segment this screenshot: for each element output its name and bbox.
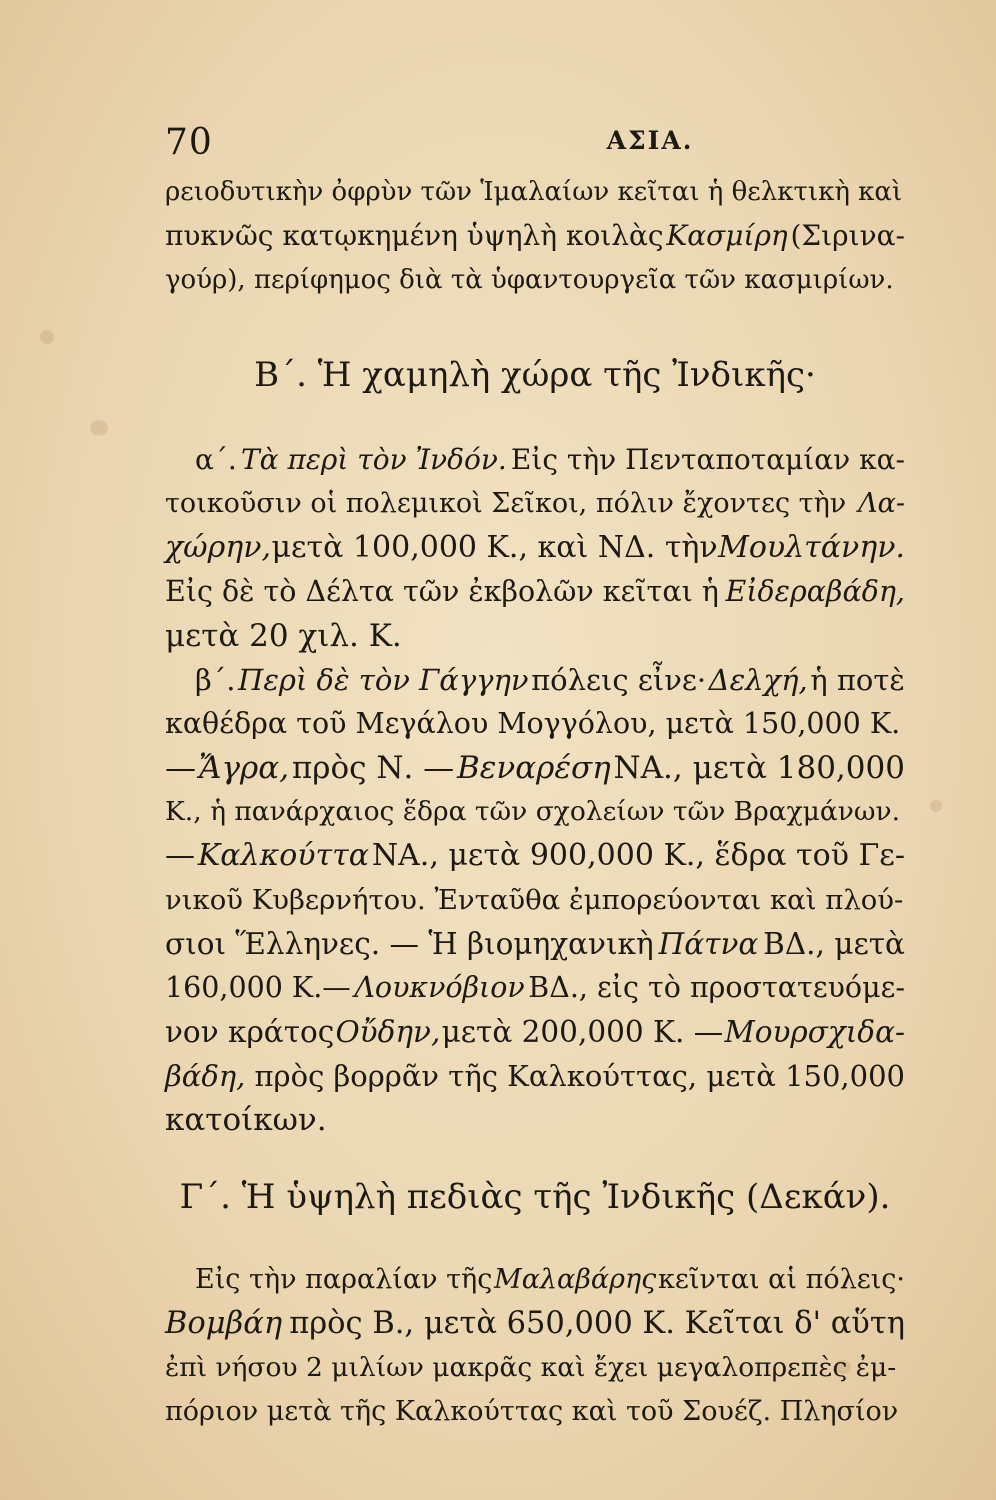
text-line: νον κράτος Οὔδην, μετὰ 200,000 Κ. — Μουρσχιδα- [165, 1015, 905, 1049]
text-line: πυκνῶς κατῳκημένη ὑψηλὴ κοιλὰς Κασμίρη (Σιρινα- [165, 219, 905, 252]
text-line: βάδη, πρὸς βορρᾶν τῆς Καλκούττας, μετὰ 150,000 [165, 1059, 905, 1093]
text-line: β΄. Περὶ δὲ τὸν Γάγγην πόλεις εἶνε· Δελχή, ἡ ποτὲ [195, 663, 905, 697]
page-number: 70 [165, 122, 213, 163]
text-line: Βομβάη πρὸς Β., μετὰ 650,000 Κ. Κεῖται δ' αὕτη [165, 1306, 905, 1341]
page-header [165, 122, 905, 172]
text-line: α΄. Τὰ περὶ τὸν Ἰνδόν. Εἰς τὴν Πενταποταμίαν κα- [195, 443, 905, 476]
text-line: καθέδρα τοῦ Μεγάλου Μογγόλου, μετὰ 150,000 Κ. [165, 707, 901, 740]
text-line: ρειοδυτικὴν ὀφρὺν τῶν Ἱμαλαίων κεῖται ἡ θελκτικὴ καὶ [165, 177, 903, 207]
section-heading: Β΄. Ἡ χαμηλὴ χώρα τῆς Ἰνδικῆς· [254, 355, 816, 395]
text-line: Εἰς δὲ τὸ Δέλτα τῶν ἐκβολῶν κεῖται ἡ Εἰδεραβάδη, [165, 575, 905, 608]
text-line: πόριον μετὰ τῆς Καλκούττας καὶ τοῦ Σουέζ. Πλησίον [165, 1396, 899, 1427]
foxing-spot [40, 330, 54, 344]
text-line: Εἰς τὴν παραλίαν τῆς Μαλαβάρης κεῖνται αἱ πόλεις· [195, 1264, 905, 1295]
text-line: — Καλκούττα ΝΑ., μετὰ 900,000 Κ., ἕδρα τοῦ Γε- [165, 838, 905, 873]
text-line: 160,000 Κ.— Λουκνόβιον ΒΔ., εἰς τὸ προστατευόμε- [165, 971, 905, 1004]
foxing-spot [90, 420, 108, 436]
running-title: ΑΣΙΑ. [606, 126, 694, 155]
section-heading: Γ΄. Ἡ ὑψηλὴ πεδιὰς τῆς Ἰνδικῆς (Δεκάν). [179, 1177, 891, 1217]
text-line: ἐπὶ νήσου 2 μιλίων μακρᾶς καὶ ἔχει μεγαλοπρεπὲς ἐμ- [165, 1352, 897, 1383]
text-line: τοικοῦσιν οἱ πολεμικοὶ Σεῖκοι, πόλιν ἔχοντες τὴν Λα- [165, 488, 905, 519]
body-text [165, 170, 905, 1434]
text-line: γούρ), περίφημος διὰ τὰ ὑφαντουργεῖα τῶν κασμιρίων. [165, 265, 894, 295]
text-line: μετὰ 20 χιλ. Κ. [165, 618, 402, 654]
text-line: σιοι Ἕλληνες. — Ἡ βιομηχανικὴ Πάτνα ΒΔ., μετὰ [165, 927, 905, 961]
text-line: κατοίκων. [165, 1102, 327, 1138]
text-line: — Ἄγρα, πρὸς Ν. — Βεναρέση ΝΑ., μετὰ 180,000 [165, 750, 905, 786]
text-line: χώρην, μετὰ 100,000 Κ., καὶ ΝΔ. τὴν Μουλτάνην. [165, 530, 905, 565]
foxing-spot [930, 800, 942, 812]
text-line: νικοῦ Κυβερνήτου. Ἐνταῦθα ἐμπορεύονται καὶ πλού- [165, 884, 904, 916]
text-line: Κ., ἡ πανάρχαιος ἕδρα τῶν σχολείων τῶν Βραχμάνων. [165, 796, 901, 827]
